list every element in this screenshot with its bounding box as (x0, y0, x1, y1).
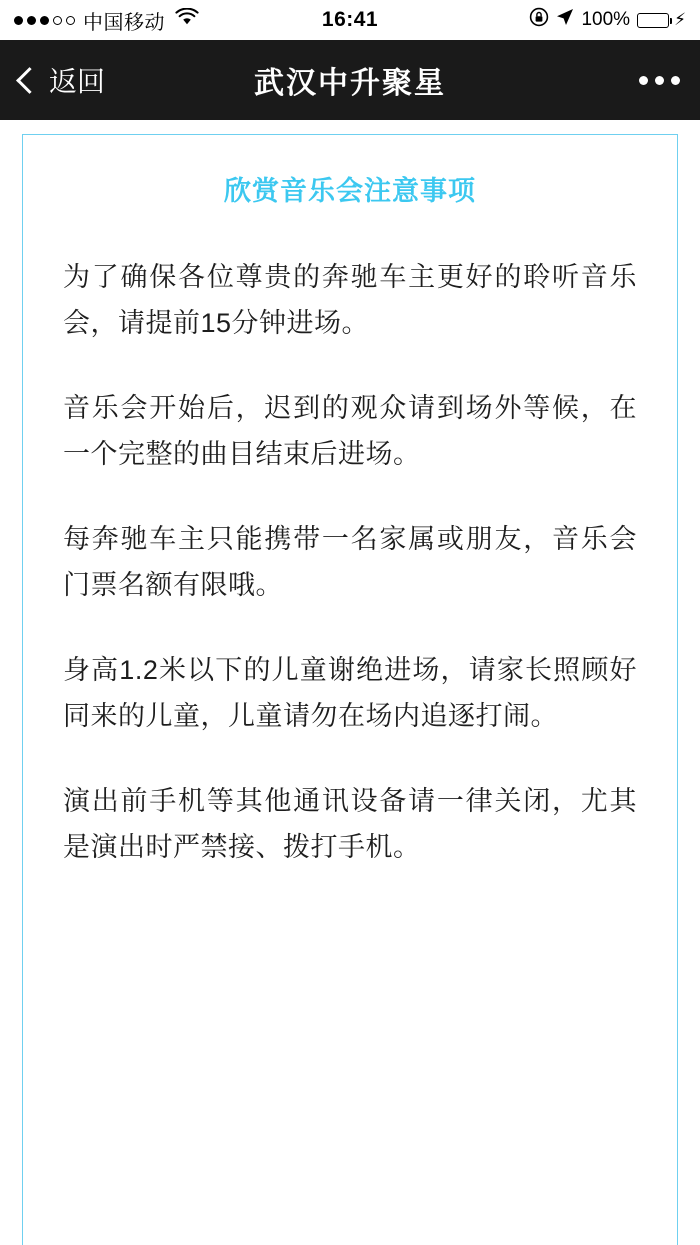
signal-strength-icon (14, 16, 75, 25)
lightning-bolt-icon: ⚡ (674, 10, 686, 29)
carrier-label: 中国移动 (83, 11, 165, 34)
article-paragraph: 演出前手机等其他通讯设备请一律关闭，尤其是演出时严禁接、拨打手机。 (63, 785, 637, 862)
back-button[interactable] (20, 60, 105, 100)
article-paragraph: 每奔驰车主只能携带一名家属或朋友，音乐会门票名额有限哦。 (63, 523, 637, 601)
article-title: 欣赏音乐会注意事项 (224, 176, 476, 206)
status-bar-left (14, 6, 199, 35)
back-button-label: 返回 (49, 66, 106, 97)
page-title: 武汉中升聚星 (254, 67, 446, 100)
status-bar-clock: 16:41 (321, 8, 379, 31)
location-arrow-icon (556, 8, 574, 32)
content-area (0, 120, 700, 1245)
more-dots-icon (655, 76, 664, 85)
status-bar (0, 0, 700, 40)
chevron-left-icon (16, 67, 43, 94)
article-paragraph: 身高1.2米以下的儿童谢绝进场，请家长照顾好同来的儿童，儿童请勿在场内追逐打闹。 (63, 654, 637, 732)
more-options-button[interactable] (639, 76, 680, 85)
more-dots-icon (639, 76, 648, 85)
more-dots-icon (671, 76, 680, 85)
navigation-bar (0, 40, 700, 120)
wifi-icon (175, 8, 199, 32)
status-bar-right (529, 7, 686, 33)
battery-percent-label: 100% (581, 9, 631, 30)
rotation-lock-icon (529, 7, 549, 33)
battery-icon (637, 13, 669, 28)
article-paragraph: 为了确保各位尊贵的奔驰车主更好的聆听音乐会，请提前15分钟进场。 (63, 262, 637, 339)
article-card (22, 134, 678, 1245)
article-paragraph: 音乐会开始后，迟到的观众请到场外等候，在一个完整的曲目结束后进场。 (63, 392, 637, 470)
